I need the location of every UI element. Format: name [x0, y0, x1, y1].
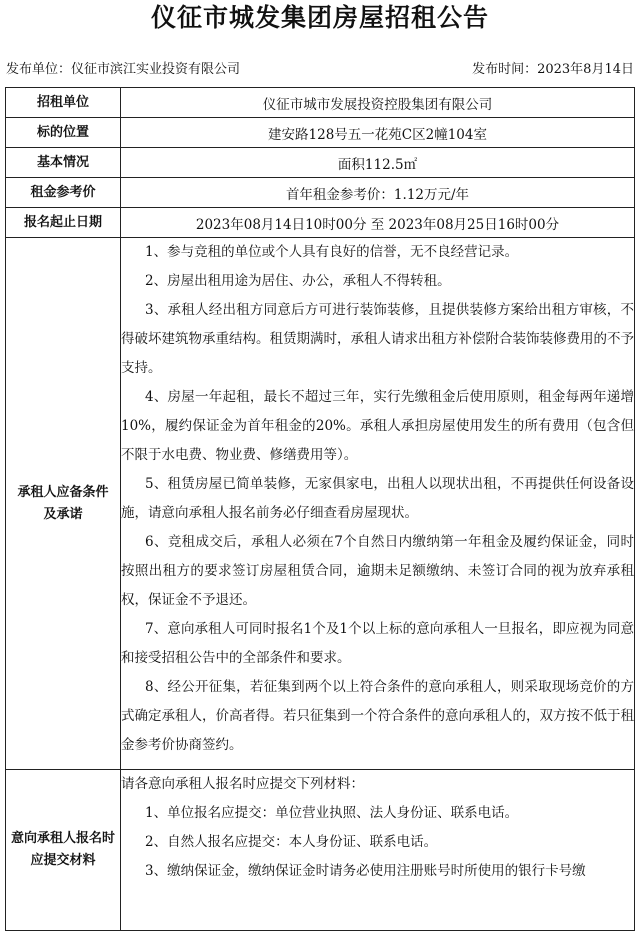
row-value-basic-info: 面积112.5㎡ [121, 148, 635, 178]
materials-intro: 请各意向承租人报名时应提交下列材料： [121, 776, 364, 792]
condition-item: 6、竞租成交后，承租人必须在7个自然日内缴纳第一年租金及履约保证金，同时按照出租方的要求签订房屋租赁合同，逾期未足额缴纳、未签订合同的视为放弃承租权，保证金不予退还。 [121, 534, 634, 608]
condition-item: 7、意向承租人可同时报名1个及1个以上标的意向承租人一旦报名，即应视为同意和接受招租公告中的全部条件和要求。 [121, 621, 634, 666]
publish-time-text: 发布时间：2023年8月14日 [472, 62, 634, 77]
row-label-reference-rent: 租金参考价 [6, 178, 121, 208]
table-row [6, 118, 635, 148]
row-value-location: 建安路128号五一花苑C区2幢104室 [121, 118, 635, 148]
condition-item: 8、经公开征集，若征集到两个以上符合条件的意向承租人，则采取现场竞价的方式确定承租人，价高者得。若只征集到一个符合条件的意向承租人的，双方按不低于租金参考价协商签约。 [121, 679, 634, 753]
publish-info [6, 60, 634, 80]
material-item: 2、自然人报名应提交：本人身份证、联系电话。 [145, 834, 438, 850]
condition-item: 1、参与竞租的单位或个人具有良好的信誉，无不良经营记录。 [145, 244, 519, 260]
row-label-location: 标的位置 [6, 118, 121, 148]
table-row [6, 238, 635, 770]
rental-info-table [5, 87, 635, 931]
row-label-registration-period: 报名起止日期 [6, 208, 121, 238]
publisher-text: 发布单位：仪征市滨江实业投资有限公司 [6, 62, 241, 77]
row-value-reference-rent: 首年租金参考价：1.12万元/年 [121, 178, 635, 208]
conditions-label-line1: 承租人应备条件 [17, 484, 109, 500]
materials-label-line1: 意向承租人报名时 [10, 831, 115, 846]
condition-item: 5、租赁房屋已简单装修，无家俱家电，出租人以现状出租，不再提供任何设备设施，请意向承租人报名前务必仔细查看房屋现状。 [121, 476, 634, 521]
material-item: 3、缴纳保证金，缴纳保证金时请务必使用注册账号时所使用的银行卡号缴 [145, 863, 586, 879]
row-label-lessor: 招租单位 [6, 88, 121, 118]
materials-label-line2: 应提交材料 [30, 853, 96, 868]
table-row [6, 148, 635, 178]
row-label-conditions [6, 238, 121, 770]
row-label-basic-info: 基本情况 [6, 148, 121, 178]
row-label-materials [6, 770, 121, 931]
table-row [6, 178, 635, 208]
condition-item: 2、房屋出租用途为居住、办公，承租人不得转租。 [145, 273, 451, 289]
materials-content [121, 770, 635, 931]
page-title: 仪征市城发集团房屋招租公告 [150, 3, 489, 32]
condition-item: 4、房屋一年起租，最长不超过三年，实行先缴租金后使用原则，租金每两年递增10%，履约保证金为首年租金的20%。承租人承担房屋使用发生的所有费用（包含但不限于水电费、物业费、修缮费用等）。 [121, 389, 634, 463]
conditions-label-line2: 及承诺 [43, 506, 83, 522]
conditions-content [121, 238, 635, 770]
table-row [6, 770, 635, 931]
row-value-registration-period: 2023年08月14日10时00分 至 2023年08月25日16时00分 [121, 208, 635, 238]
table-row [6, 88, 635, 118]
table-row [6, 208, 635, 238]
row-value-lessor: 仪征市城市发展投资控股集团有限公司 [121, 88, 635, 118]
condition-item: 3、承租人经出租方同意后方可进行装饰装修，且提供装修方案给出租方审核，不得破坏建筑物承重结构。租赁期满时，承租人请求出租方补偿附合装饰装修费用的不予支持。 [121, 302, 634, 376]
material-item: 1、单位报名应提交：单位营业执照、法人身份证、联系电话。 [145, 805, 519, 821]
